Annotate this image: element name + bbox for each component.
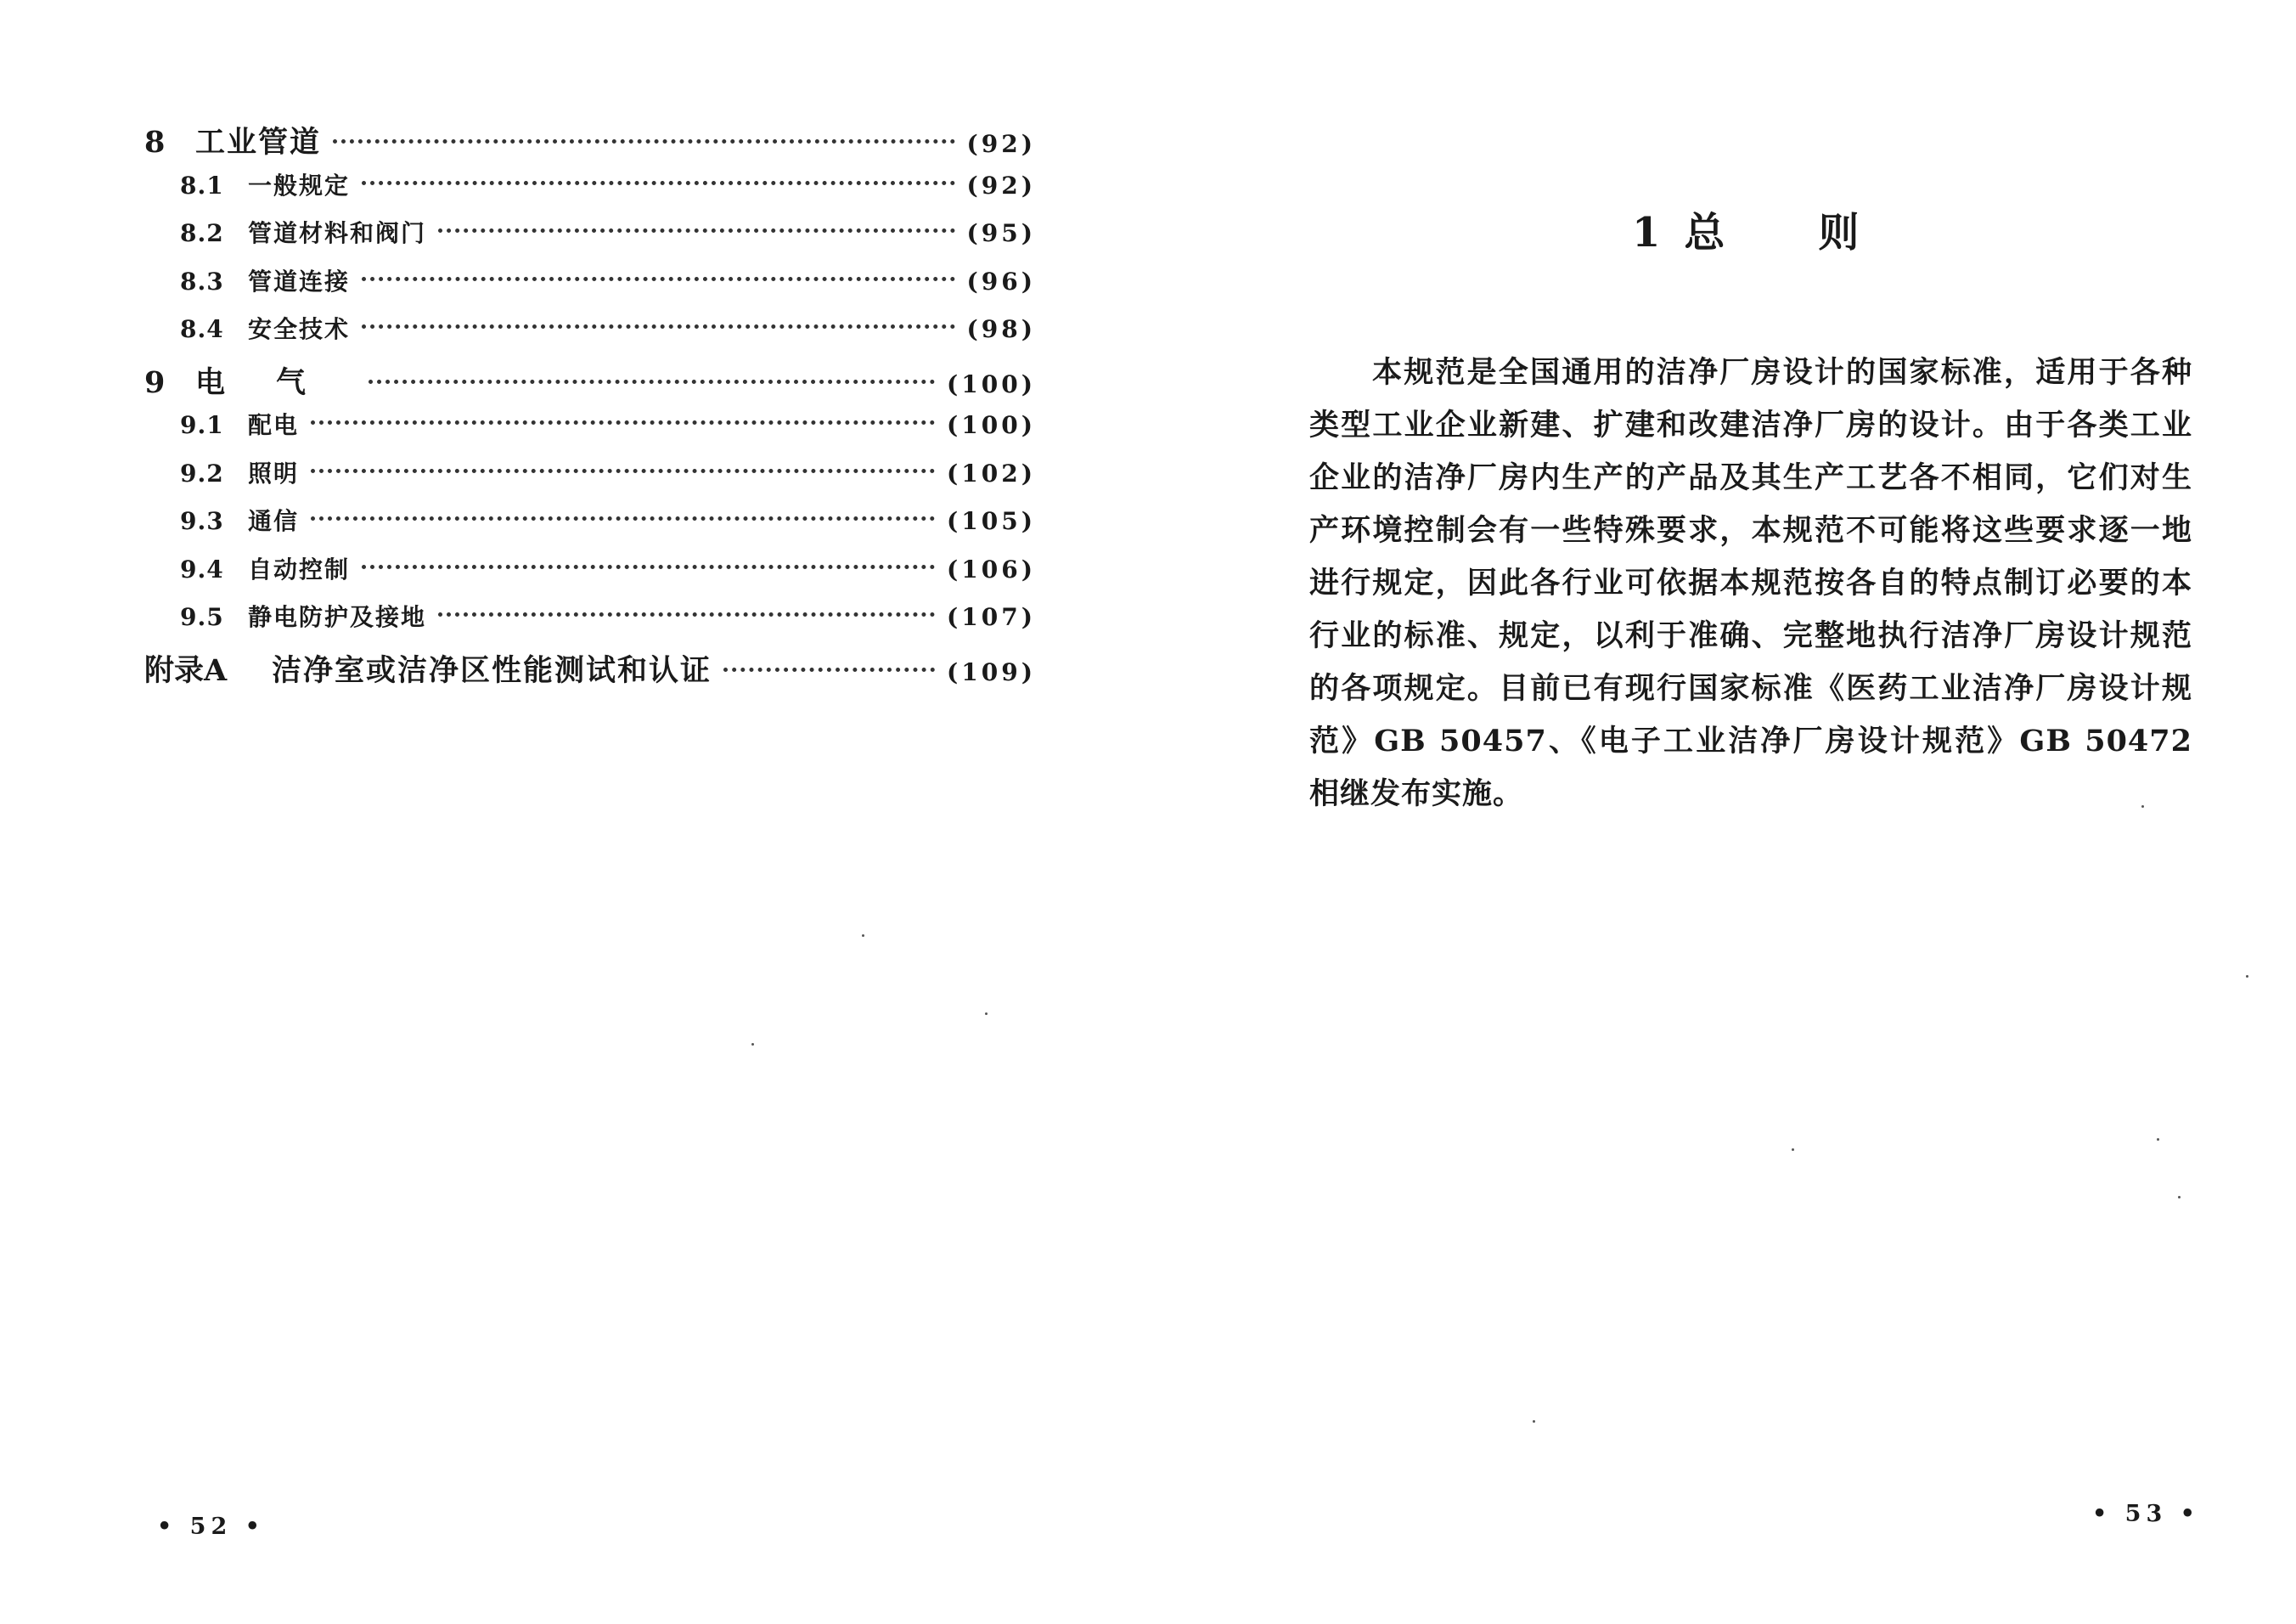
toc-entry-title: 洁净室或洁净区性能测试和认证: [272, 652, 712, 688]
toc-entry-number: 8: [144, 125, 166, 160]
toc-entry: [144, 311, 1036, 359]
toc-entry-number: 8.3: [180, 267, 224, 296]
toc-entry-number: 9.5: [180, 603, 224, 631]
toc-entry: [144, 551, 1036, 600]
scan-speck: [751, 1043, 754, 1046]
toc-entry-number: 8.2: [180, 219, 224, 247]
toc-entry-title: 管道材料和阀门: [248, 219, 427, 247]
toc-entry-page: (100): [947, 411, 1036, 439]
toc-entry-number: 9: [144, 364, 166, 400]
toc-entry: [144, 215, 1036, 263]
toc-entry-title: 安全技术: [248, 315, 351, 343]
toc-entry-number: 9.2: [180, 459, 224, 488]
chapter-number: 1: [1632, 209, 1661, 257]
toc-dot-leader: [311, 420, 935, 425]
toc-entry: [144, 359, 1036, 408]
toc-entry-title: 通信: [248, 507, 300, 535]
page-number: • 52 •: [157, 1514, 265, 1540]
scan-speck: [862, 934, 864, 937]
toc-entry: [144, 263, 1036, 312]
toc-entry-page: (106): [947, 555, 1036, 584]
toc-entry: [144, 455, 1036, 504]
toc-entry-page: (92): [966, 130, 1036, 158]
toc-entry: [144, 599, 1036, 647]
toc-dot-leader: [369, 380, 935, 384]
toc-dot-leader: [311, 469, 935, 473]
scan-speck: [2157, 1138, 2159, 1141]
toc-entry-title: 一般规定: [248, 171, 351, 200]
toc-dot-leader: [438, 612, 935, 617]
toc-entry-number: 9.1: [180, 411, 224, 439]
toc-entry-page: (98): [966, 315, 1036, 343]
toc-dot-leader: [333, 139, 955, 144]
toc-entry: [144, 119, 1036, 167]
scan-speck: [1792, 1148, 1794, 1151]
toc-entry-title: 工业管道: [195, 125, 322, 160]
toc-entry-page: (92): [966, 171, 1036, 200]
table-of-contents: [144, 119, 1036, 695]
toc-dot-leader: [362, 277, 955, 281]
toc-entry-title: 配电: [248, 411, 300, 439]
toc-entry-page: (96): [966, 267, 1036, 296]
page-number: • 53 •: [2092, 1501, 2200, 1527]
scan-speck: [2246, 975, 2248, 978]
toc-entry-page: (109): [947, 657, 1036, 686]
toc-dot-leader: [438, 228, 955, 233]
toc-entry-number: 8.1: [180, 171, 224, 200]
scan-speck: [2141, 805, 2144, 808]
toc-entry: [144, 503, 1036, 551]
scan-speck: [985, 1012, 988, 1015]
toc-entry: [144, 647, 1036, 696]
toc-dot-leader: [311, 516, 935, 521]
toc-entry: [144, 407, 1036, 455]
toc-entry-title: 电气: [195, 364, 357, 400]
toc-entry-number: 附录A: [144, 652, 228, 688]
toc-entry-number: 9.3: [180, 507, 224, 535]
chapter-heading: [1632, 200, 1952, 258]
chapter-title: 总则: [1684, 209, 1953, 257]
scan-speck: [1533, 1420, 1535, 1423]
toc-entry-title: 静电防护及接地: [248, 603, 427, 631]
toc-entry-page: (102): [947, 459, 1036, 488]
toc-entry-number: 9.4: [180, 555, 224, 584]
toc-entry-title: 管道连接: [248, 267, 351, 296]
toc-entry-page: (105): [947, 507, 1036, 535]
toc-entry-title: 自动控制: [248, 555, 351, 584]
toc-entry-number: 8.4: [180, 315, 224, 343]
toc-entry-page: (107): [947, 603, 1036, 631]
toc-entry-title: 照明: [248, 459, 300, 488]
body-paragraph: 本规范是全国通用的洁净厂房设计的国家标准，适用于各种类型工业企业新建、扩建和改建洁净厂房的设计。由于各类工业企业的洁净厂房内生产的产品及其生产工艺各不相同，它们对生产环境控制会有一些特殊要求，本规范不可能将这些要求逐一地进行规定，因此各行业可依据本规范按各自的特点制订必要的本行业的标准、规定，以利于准确、完整地执行洁净厂房设计规范的各项规定。目前已有现行国家标准《医药工业洁净厂房设计规范》GB 50457、《电子工业洁净厂房设计规范》GB 50472 相继发布实施。: [1309, 355, 2192, 811]
toc-entry: [144, 167, 1036, 216]
toc-entry-page: (95): [966, 219, 1036, 247]
scan-speck: [2178, 1196, 2181, 1198]
toc-dot-leader: [362, 324, 955, 329]
toc-dot-leader: [362, 565, 935, 569]
toc-entry-page: (100): [947, 369, 1036, 398]
right-page: [1148, 0, 2296, 1624]
toc-dot-leader: [723, 668, 935, 672]
toc-dot-leader: [362, 181, 955, 185]
